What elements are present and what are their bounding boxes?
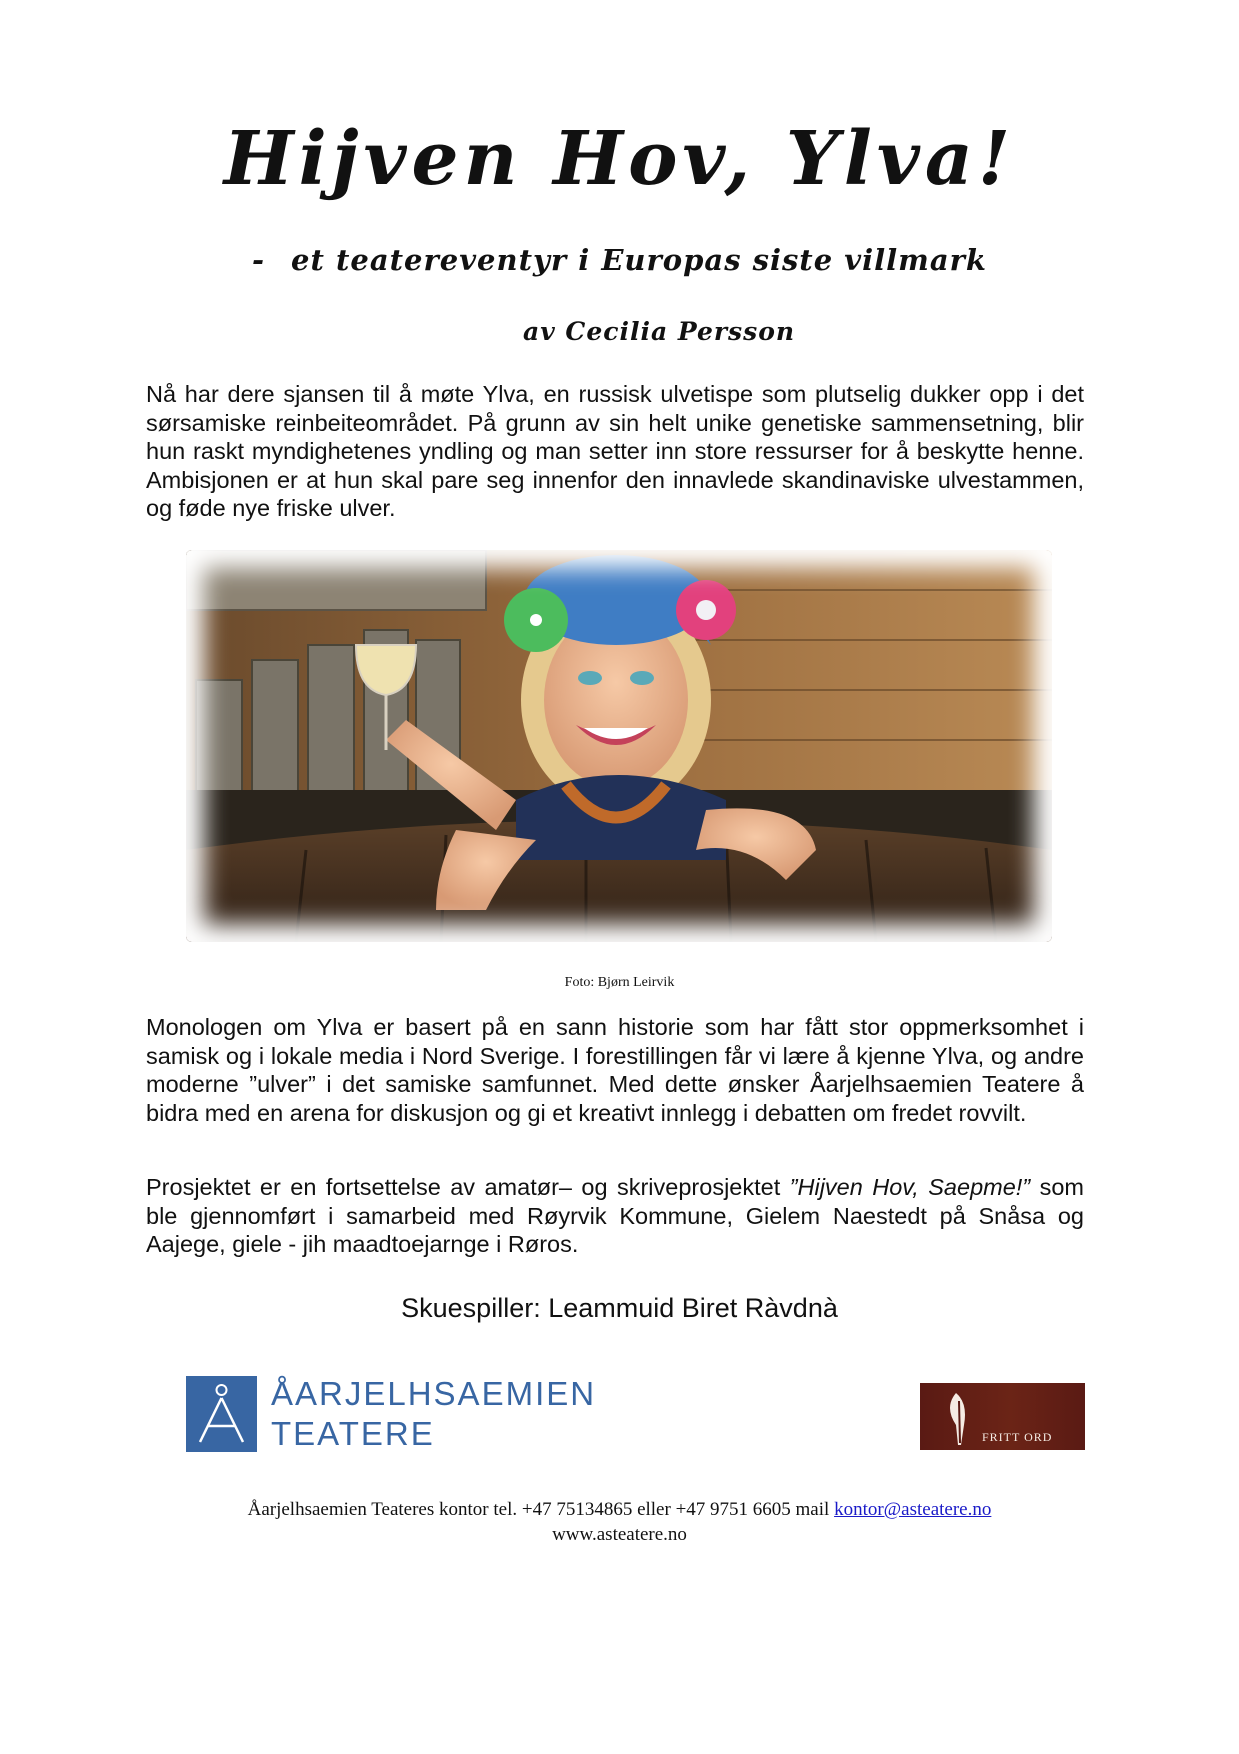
- project-text-end: som ble gjennomført i samarbeid med Røyrvik Kommune, Gielem Naestedt på Snåsa og Aajege, giele - jih maadtoejarnge i Røros.: [146, 1174, 1084, 1257]
- fritt-ord-logo: [920, 1383, 1085, 1450]
- email-link[interactable]: kontor@asteatere.no: [834, 1499, 992, 1520]
- performer-photo: [186, 550, 1052, 942]
- theatre-logo-line1: ÅARJELHSAEMIEN: [271, 1375, 597, 1412]
- hot-tub-photo-illustration: [186, 550, 1052, 942]
- theatre-a-ring-icon: [186, 1376, 257, 1452]
- project-paragraph: [146, 1173, 1084, 1259]
- contact-block: [0, 1497, 1239, 1547]
- website-text: www.asteatere.no: [552, 1524, 687, 1545]
- actor-credit: Skuespiller: Leammuid Biret Ràvdnà: [401, 1293, 838, 1323]
- subtitle-dash: -: [252, 243, 266, 277]
- photo-caption: Foto: Bjørn Leirvik: [564, 975, 675, 990]
- theatre-logo-line2: TEATERE: [271, 1415, 435, 1452]
- intro-paragraph: Nå har dere sjansen til å møte Ylva, en russisk ulvetispe som plutselig dukker opp i det sørsamiske reinbeiteområdet. På grunn av sin helt unike genetiske sammensetning, blir hun raskt myndighetenes yndling og man setter inn store ressurser for å beskytte henne. Ambisjonen er at hun skal pare seg innenfor den innavlede skandinaviske ulvestammen, og føde nye friske ulver.: [146, 381, 1084, 521]
- page-title: Hijven Hov, Ylva!: [223, 116, 1016, 202]
- author-line: av Cecilia Persson: [523, 317, 796, 346]
- contact-text: Åarjelhsaemien Teateres kontor tel. +47 75134865 eller +47 9751 6605 mail: [247, 1499, 835, 1520]
- monologue-paragraph: Monologen om Ylva er basert på en sann historie som har fått stor oppmerksomhet i samisk og i lokale media i Nord Sverige. I forestillingen får vi lære å kjenne Ylva, og andre moderne ”ulver” i det samiske samfunnet. Med dette ønsker Åarjelhsaemien Teatere å bidra med en arena for diskusjon og gi et kreativt innlegg i debatten om fredet rovvilt.: [146, 1014, 1084, 1126]
- contact-line: [0, 1497, 1239, 1522]
- project-title: ”Hijven Hov, Saepme!”: [789, 1174, 1031, 1200]
- theatre-logo-mark: [186, 1376, 257, 1452]
- fritt-ord-label: FRITT ORD: [982, 1430, 1053, 1444]
- project-text-start: Prosjektet er en fortsettelse av amatør– og skriveprosjektet: [146, 1174, 790, 1200]
- subtitle-text: et teatereventyr i Europas siste villmark: [291, 243, 987, 277]
- theatre-logo-name: [271, 1374, 596, 1454]
- subtitle: [0, 243, 1239, 277]
